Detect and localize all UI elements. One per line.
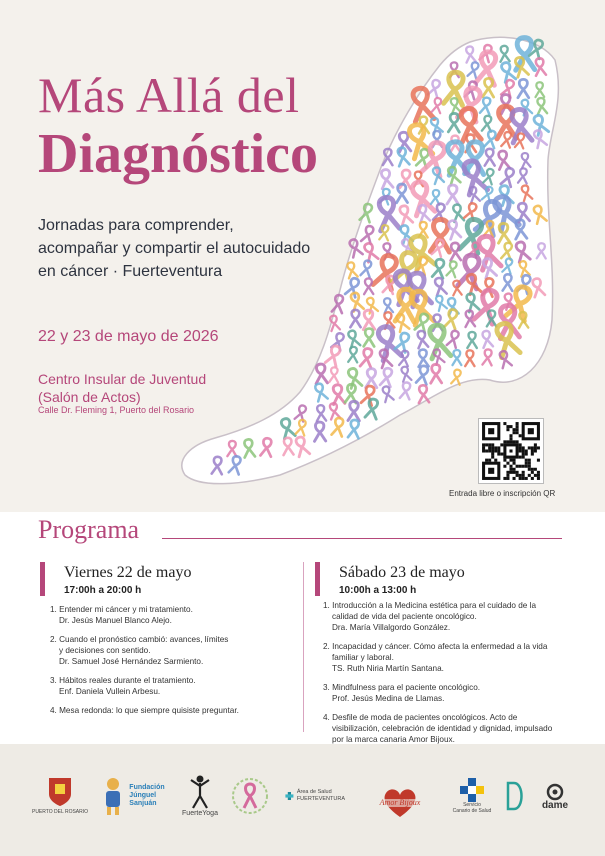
item-line: 4. Desfile de moda de pacientes oncológicos. Acto de — [323, 713, 518, 722]
day-time-friday: 17:00h a 20:00 h — [64, 585, 142, 596]
list-item — [40, 705, 295, 716]
item-line: 1. Introducción a la Medicina estética para el cuidado de la — [323, 601, 537, 610]
logo-fuerteyoga — [180, 770, 220, 822]
logo-dame — [535, 770, 575, 822]
day-title-saturday: Sábado 23 de mayo — [339, 564, 465, 581]
subtitle — [38, 214, 338, 283]
qr-caption: Entrada libre o inscripción QR — [449, 489, 556, 498]
item-line: 2. Cuando el pronóstico cambió: avances, límites — [50, 635, 229, 644]
item-speaker: Dra. María Villalgordo González. — [332, 623, 451, 632]
column-divider — [303, 562, 304, 732]
program-title: Programa — [38, 515, 140, 544]
item-speaker: Dr. Samuel José Hernández Sarmiento. — [59, 657, 204, 666]
child-figure-icon — [100, 776, 126, 816]
logo-puerto-del-rosario — [31, 770, 89, 822]
item-line: por la marca canaria Amor Bijoux. — [332, 735, 455, 744]
title-line-1: Más Allá del — [38, 67, 300, 123]
day-time-saturday: 10:00h a 13:00 h — [339, 585, 417, 596]
item-line: 2. Incapacidad y cáncer. Cómo afecta la enfermedad a la vida — [323, 642, 548, 651]
letter-d-icon — [502, 779, 528, 813]
venue-line-2: (Salón de Actos) — [38, 389, 141, 405]
subtitle-line: acompañar y compartir el autocuidado — [38, 240, 311, 257]
item-line: 3. Hábitos reales durante el tratamiento. — [50, 676, 196, 685]
shield-icon — [47, 776, 73, 808]
venue-line-1: Centro Insular de Juventud — [38, 371, 207, 387]
event-dates: 22 y 23 de mayo de 2026 — [38, 328, 219, 345]
logo-text: dame — [541, 800, 569, 811]
list-item — [40, 634, 295, 667]
logo-asociacion-d — [500, 770, 530, 822]
list-item — [40, 604, 295, 626]
list-item — [313, 641, 598, 674]
qr-code[interactable] — [478, 418, 544, 484]
day-accent-bar — [40, 562, 45, 596]
logo-asociacion-ribbon — [230, 770, 270, 822]
logo-text: Fundación Júnguel Sanjuán — [129, 784, 165, 807]
logo-text: Amor Bijoux — [379, 798, 421, 807]
saturday-list — [313, 600, 598, 753]
subtitle-line: Jornadas para comprender, — [38, 217, 234, 234]
logo-text: Área de Salud FUERTEVENTURA — [296, 789, 345, 802]
item-line: calidad de vida del paciente oncológico. — [332, 612, 477, 621]
subtitle-line: en cáncer · Fuerteventura — [38, 263, 223, 280]
pink-ribbon-wreath-icon — [230, 774, 270, 818]
item-line: 1. Entender mi cáncer y mi tratamiento. — [50, 605, 193, 614]
logo-text: Servicio Canario de Salud — [452, 802, 492, 814]
cross-icon — [285, 785, 294, 807]
logo-amor-bijoux — [360, 770, 440, 822]
list-item — [313, 682, 598, 704]
list-item — [40, 675, 295, 697]
day-accent-bar — [315, 562, 320, 596]
item-line: 3. Mindfulness para el paciente oncológico. — [323, 683, 481, 692]
logo-area-salud — [285, 770, 345, 822]
item-line: familiar y laboral. — [332, 653, 394, 662]
logo-servicio-canario-salud — [452, 770, 492, 822]
item-speaker: Enf. Daniela Vullein Arbesu. — [59, 687, 161, 696]
venue — [38, 370, 206, 406]
title-line-2: Diagnóstico — [38, 123, 318, 185]
yoga-figure-icon — [187, 774, 213, 810]
program-rule — [162, 538, 562, 539]
logo-fundacion-junguel — [95, 770, 170, 822]
item-speaker: Prof. Jesús Medina de Llamas. — [332, 694, 445, 703]
logo-text: FuerteYoga — [182, 810, 218, 817]
friday-list — [40, 604, 295, 724]
list-item — [313, 600, 598, 633]
day-title-friday: Viernes 22 de mayo — [64, 564, 192, 581]
dame-mark-icon — [545, 782, 565, 802]
item-line: y decisiones con sentido. — [59, 646, 151, 655]
item-line: 4. Mesa redonda: lo que siempre quisiste preguntar. — [50, 706, 239, 715]
list-item — [313, 712, 598, 745]
item-line: visibilización, celebración de identidad y dignidad, impulsado — [332, 724, 553, 733]
logo-text: PUERTO DEL ROSARIO — [31, 809, 89, 815]
squares-cross-icon — [460, 778, 484, 802]
item-speaker: Dr. Jesús Manuel Blanco Alejo. — [59, 616, 172, 625]
item-speaker: TS. Ruth Niria Martín Santana. — [332, 664, 444, 673]
venue-address: Calle Dr. Fleming 1, Puerto del Rosario — [38, 405, 195, 415]
